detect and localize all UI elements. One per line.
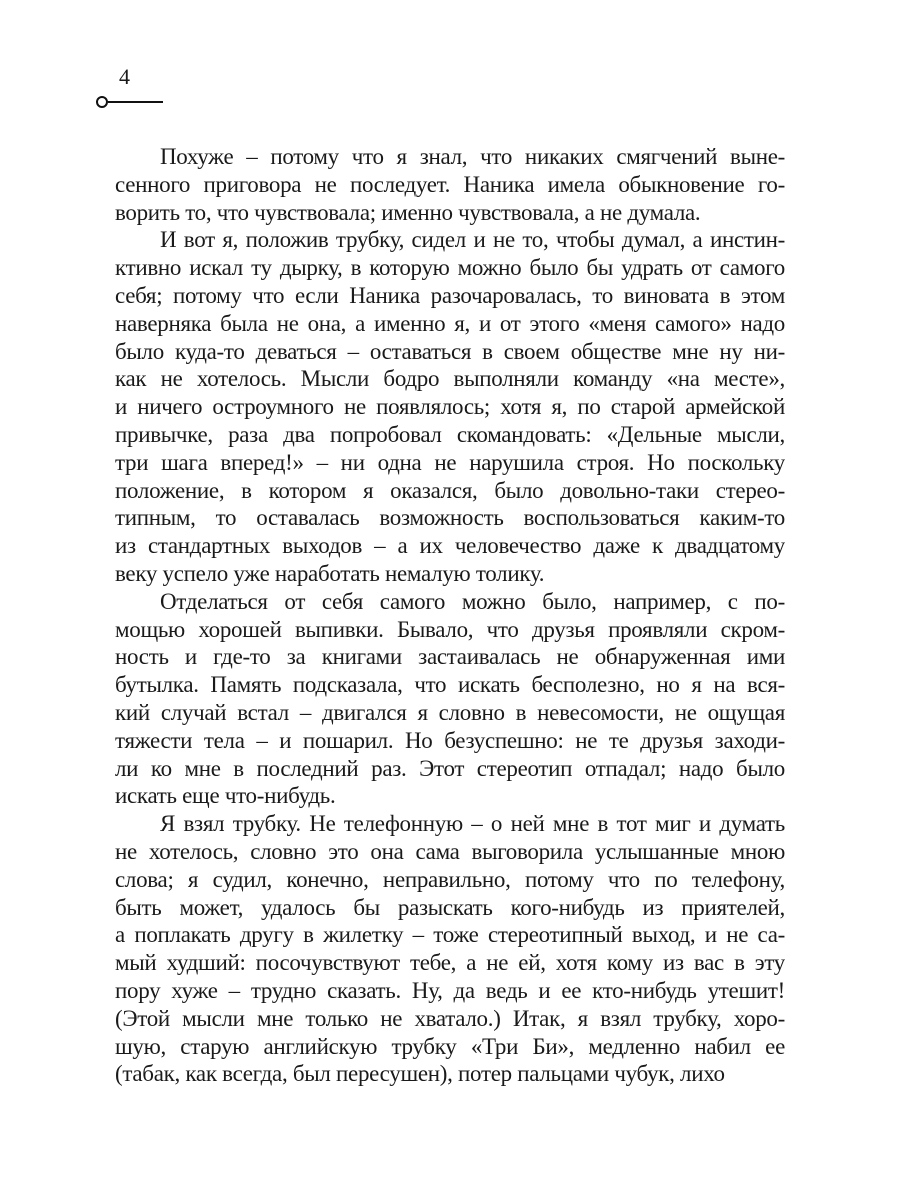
text-line: и ничего остроумного не появлялось; хотя я, по старой армейской: [115, 394, 785, 420]
text-line: слова; я судил, конечно, неправильно, потому что по телефону,: [115, 866, 785, 892]
text-line: а поплакать другу в жилетку – тоже стереотипный выход, и не са-: [115, 922, 785, 948]
text-line: из стандартных выходов – а их человечество даже к двадцатому: [115, 533, 785, 559]
text-line: (Этой мысли мне только не хватало.) Итак, я взял трубку, хоро-: [115, 1005, 785, 1031]
text-line: сенного приговора не последует. Наника имела обыкновение го-: [115, 171, 785, 197]
page-number: 4: [119, 64, 130, 89]
text-line: шую, старую английскую трубку «Три Би», медленно набил ее: [115, 1033, 785, 1059]
text-paragraph: [115, 588, 785, 810]
text-line: не хотелось, словно это она сама выговорила услышанные мною: [115, 838, 785, 864]
text-line: Я взял трубку. Не телефонную – о ней мне в тот миг и думать: [160, 811, 785, 837]
text-paragraph: [115, 810, 785, 1088]
text-paragraph: [115, 143, 785, 226]
text-line: пору хуже – трудно сказать. Ну, да ведь и ее кто-нибудь утешит!: [115, 977, 785, 1003]
text-line: мый худший: посочувствуют тебе, а не ей, хотя кому из вас в эту: [115, 950, 785, 976]
text-line: было куда-то деваться – оставаться в своем обществе мне ну ни-: [115, 338, 785, 364]
text-line: Похуже – потому что я знал, что никаких смягчений выне-: [160, 144, 785, 169]
text-line: ность и где-то за книгами застаивалась не обнаруженная ими: [115, 644, 785, 670]
text-line: мощью хорошей выпивки. Бывало, что друзья проявляли скром-: [115, 616, 785, 642]
text-line: искать еще что-нибудь.: [115, 783, 336, 809]
text-line: кий случай встал – двигался я словно в невесомости, не ощущая: [115, 699, 785, 725]
text-line: типным, то оставалась возможность воспользоваться каким-то: [115, 505, 785, 531]
text-line: ворить то, что чувствовала; именно чувствовала, а не думала.: [115, 199, 701, 225]
text-line: себя; потому что если Наника разочаровалась, то виновата в этом: [115, 282, 785, 308]
text-line: как не хотелось. Мысли бодро выполняли команду «на месте»,: [115, 366, 785, 392]
header-rule: [108, 101, 163, 103]
text-line: три шага вперед!» – ни одна не нарушила строя. Но поскольку: [115, 449, 785, 475]
text-line: веку успело уже наработать немалую толику.: [115, 560, 545, 586]
text-line: ктивно искал ту дырку, в которую можно было бы удрать от самого: [115, 255, 785, 281]
text-line: положение, в котором я оказался, было довольно-таки стерео-: [115, 477, 785, 503]
text-line: быть может, удалось бы разыскать кого-нибудь из приятелей,: [115, 894, 785, 920]
text-line: Отделаться от себя самого можно было, например, с по-: [160, 588, 785, 614]
text-block: [115, 143, 785, 1088]
text-line: ли ко мне в последний раз. Этот стереотип отпадал; надо было: [115, 755, 785, 781]
text-line: бутылка. Память подсказала, что искать бесполезно, но я на вся-: [115, 672, 785, 698]
text-line: наверняка была не она, а именно я, и от этого «меня самого» надо: [115, 310, 785, 336]
text-line: (табак, как всегда, был пересушен), потер пальцами чубук, лихо: [115, 1061, 725, 1087]
text-line: тяжести тела – и пошарил. Но безуспешно: не те друзья заходи-: [115, 727, 785, 753]
text-paragraph: [115, 226, 785, 587]
text-line: И вот я, положив трубку, сидел и не то, чтобы думал, а инстин-: [160, 227, 785, 253]
text-line: привычке, раза два попробовал скомандовать: «Дельные мысли,: [115, 421, 785, 447]
ring-ornament-icon: [96, 96, 108, 108]
